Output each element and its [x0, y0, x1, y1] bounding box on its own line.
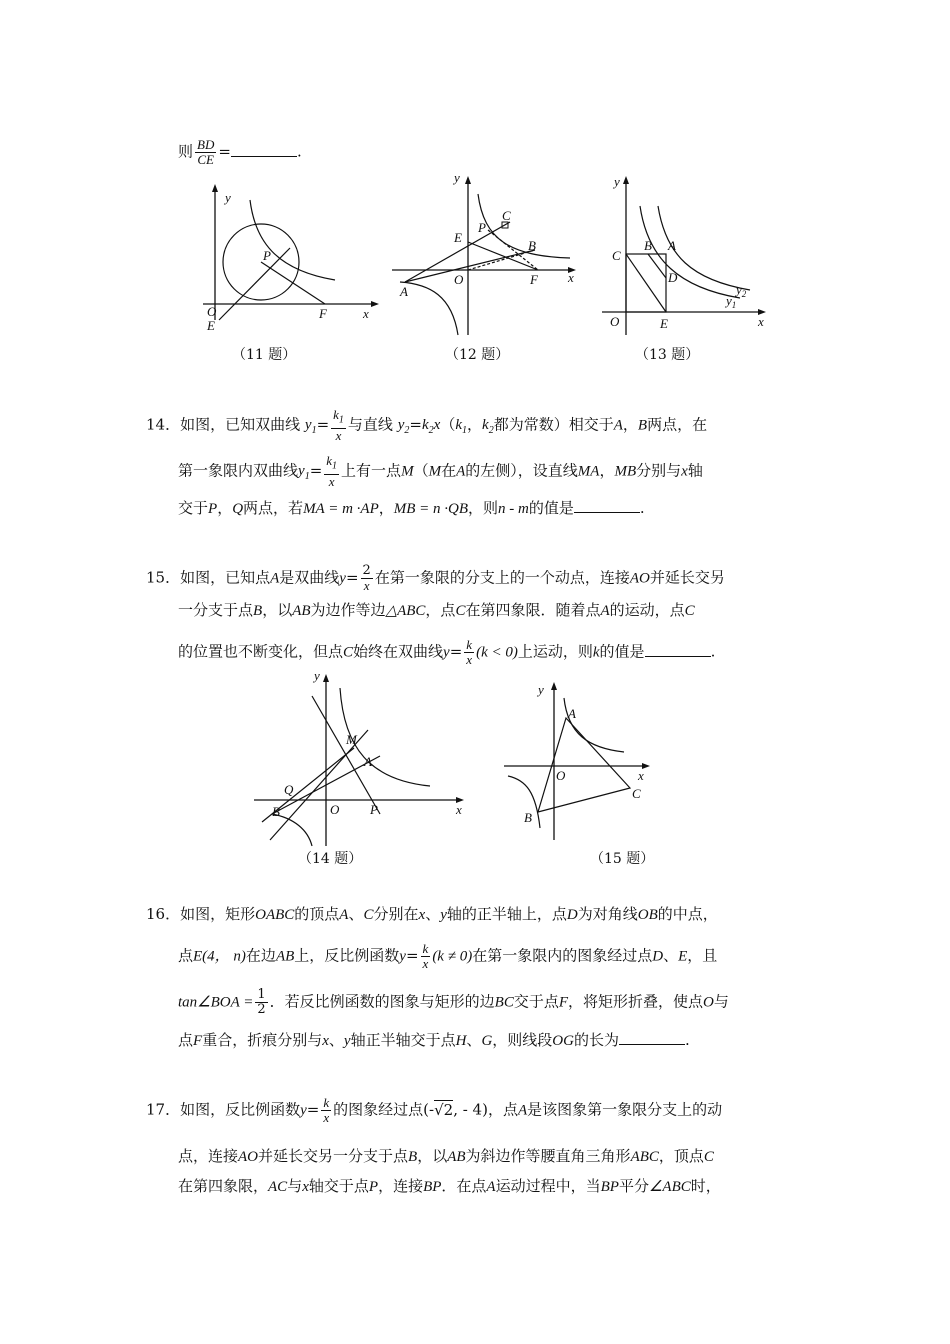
label-D: D [668, 270, 678, 285]
figure-13 [600, 170, 775, 340]
label-B: B [524, 810, 532, 825]
label-B: B [644, 238, 652, 253]
label-O: O [556, 768, 566, 783]
label-O: O [330, 802, 340, 817]
label-y: y [614, 174, 620, 189]
label-P: P [478, 220, 486, 235]
label-A: A [568, 706, 576, 721]
label-x: x [568, 270, 574, 285]
label-x: x [363, 306, 369, 321]
label-y: y [454, 170, 460, 185]
label-E: E [207, 318, 215, 333]
label-y: y [314, 668, 320, 683]
answer-blank[interactable] [619, 1030, 685, 1045]
caption-11: （11 题） [232, 347, 297, 363]
label-C: C [612, 248, 621, 263]
label-x: x [758, 314, 764, 329]
label-P: P [263, 248, 271, 263]
q16-line-2: 点E(4， n)在边AB上，反比例函数y= $\frac{k}{x}$ (k ≠ 0)在第一象限内的图象经过点D、E，且 [178, 941, 718, 971]
figure-11 [195, 180, 385, 340]
figure-14 [250, 668, 470, 848]
label-B: B [528, 238, 536, 253]
q16-line-3: tan∠BOA = $\frac{1}{2}$ ．若反比例函数的图象与矩形的边BC交于点F，将矩形折叠，使点O与 [178, 987, 729, 1017]
q16-line-1: 16．如图，矩形OABC的顶点A、C分别在x、y轴的正半轴上，点D为对角线OB的中点， [146, 905, 718, 923]
label-x: x [638, 768, 644, 783]
label-y: y [225, 190, 231, 205]
svg-text:y2: $y_2$ [736, 282, 747, 299]
label-A: A [364, 754, 372, 769]
q13-answer-line: 则 $\frac{BD}{CE}$ = . [178, 137, 302, 167]
label-O: O [454, 272, 464, 287]
label-A: A [400, 284, 408, 299]
caption-13: （13 题） [635, 347, 700, 363]
label-x: x [456, 802, 462, 817]
q17-line-2: 点，连接AO并延长交另一分支于点B，以AB为斜边作等腰直角三角形ABC，顶点C [178, 1147, 714, 1165]
answer-blank[interactable] [645, 642, 711, 657]
label-y: y [538, 682, 544, 697]
q14-line-3: 交于P，Q两点，若MA = m ·AP，MB = n ·QB，则n - m的值是 . [178, 499, 645, 517]
label-O: O [610, 314, 620, 329]
q15-line-1: 15．如图，已知点A是双曲线y= $\frac{2}{x}$ 在第一象限的分支上的一个动点，连接AO并延长交另 [146, 563, 725, 593]
label-O: O [207, 304, 217, 319]
q15-line-3: 的位置也不断变化，但点C始终在双曲线y= $\frac{k}{x}$ (k < 0)上运动，则k的值是 . [178, 637, 716, 667]
figure-15 [502, 678, 662, 843]
label-Q: Q [284, 782, 294, 797]
label-C: C [632, 786, 641, 801]
label-A: A [668, 238, 676, 253]
label-P: P [370, 802, 378, 817]
q17-line-3: 在第四象限，AC与x轴交于点P，连接BP．在点A运动过程中，当BP平分∠ABC时， [178, 1177, 721, 1195]
label-E: E [660, 316, 668, 331]
caption-14: （14 题） [298, 851, 363, 867]
answer-blank[interactable] [574, 498, 640, 513]
q14-line-2: 第一象限内双曲线$y_1=$ $\frac{k_1}{x}$ 上有一点M（M在A的左侧），设直线MA，MB分别与x轴 [178, 453, 703, 489]
q17-line-1: 17．如图，反比例函数y= $\frac{k}{x}$ 的图象经过点(-√2, - 4)，点A是该图象第一象限分支上的动 [146, 1095, 723, 1125]
q14-line-1: 14．如图，已知双曲线 $y_1=$ $\frac{k_1}{x}$ 与直线 $y_2=k_2x(k_1$，$k_2$都为常数）相交于A，B两点，在 [146, 407, 708, 443]
label-C: C [502, 208, 511, 223]
q16-line-4: 点F重合，折痕分别与x、y轴正半轴交于点H、G，则线段OG的长为 . [178, 1031, 690, 1049]
answer-blank[interactable] [231, 142, 297, 157]
figure-12 [390, 170, 585, 340]
label-F: F [530, 272, 538, 287]
svg-text:y1: $y_1$ [726, 293, 737, 310]
label-B: B [272, 804, 280, 819]
label-E: E [454, 230, 462, 245]
q15-line-2: 一分支于点B，以AB为边作等边△ABC，点C在第四象限．随着点A的运动，点C [178, 601, 695, 619]
label-M: M [346, 732, 357, 747]
caption-12: （12 题） [445, 347, 510, 363]
caption-15: （15 题） [590, 851, 655, 867]
label-F: F [319, 306, 327, 321]
